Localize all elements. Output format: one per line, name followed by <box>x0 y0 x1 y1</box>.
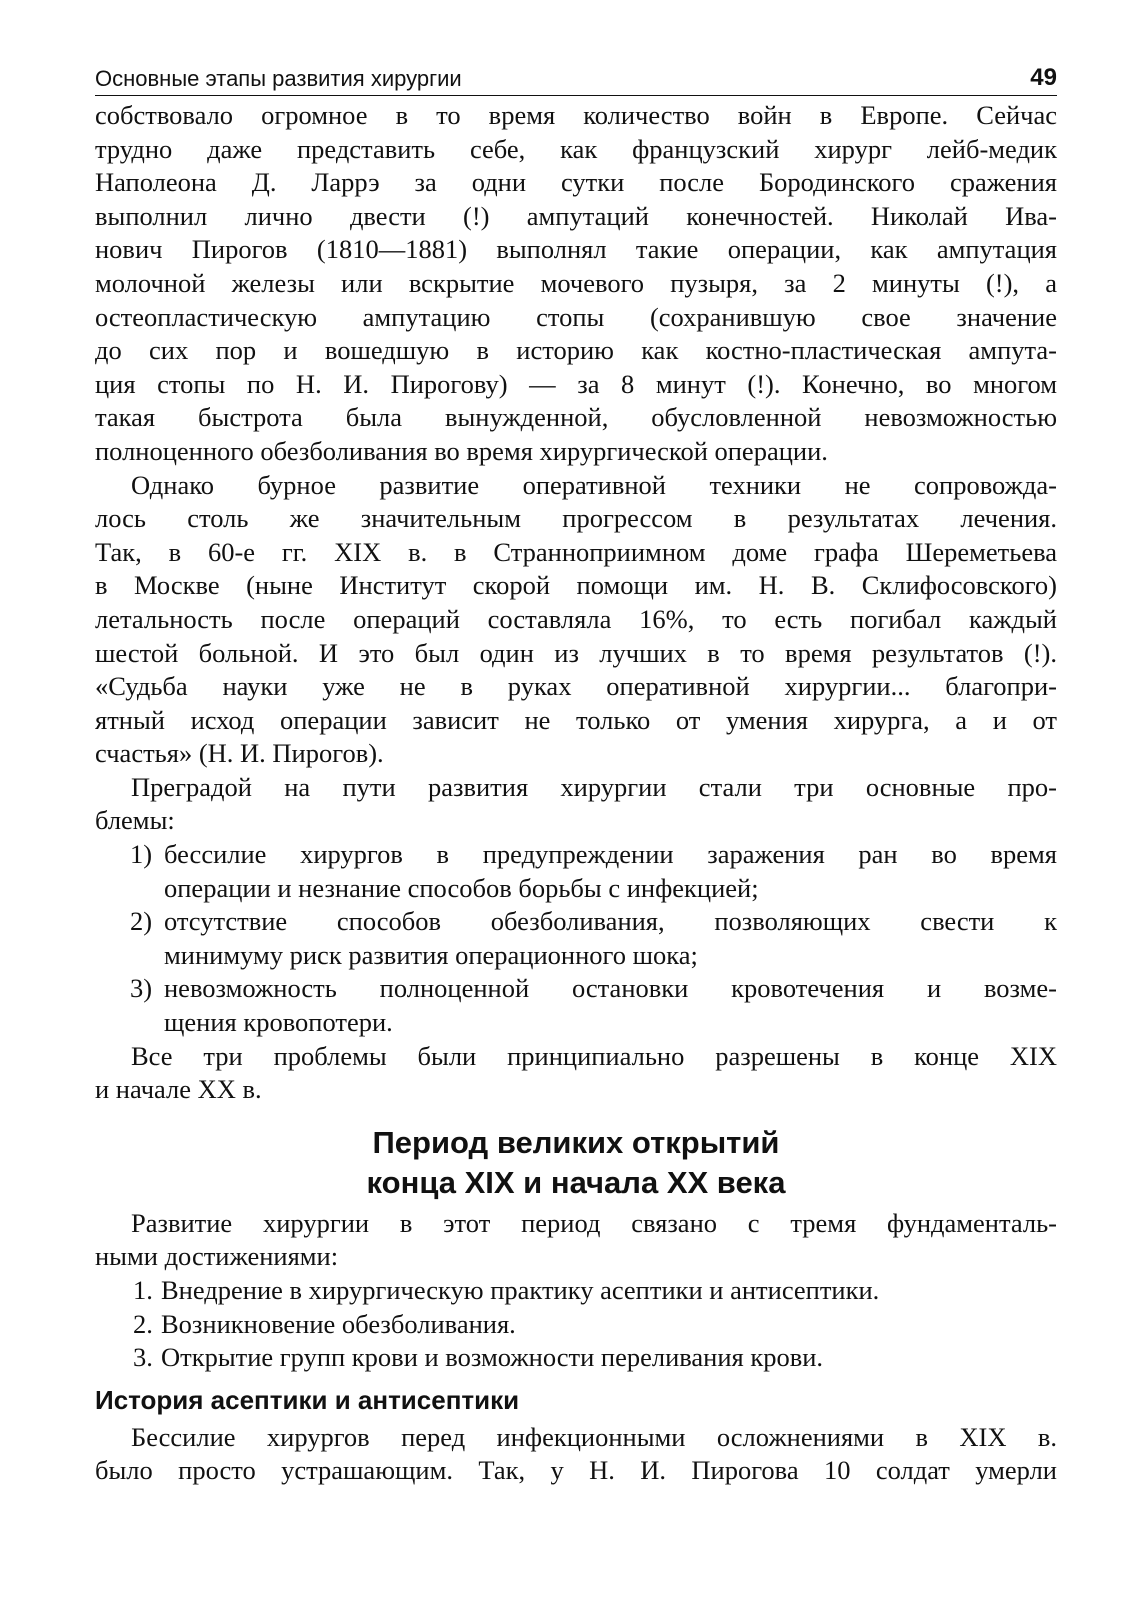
text-line: трудно даже представить себе, как французский хирург лейб-медик <box>95 133 1057 164</box>
text-line: счастья» (Н. И. Пирогов). <box>95 738 384 769</box>
text-line: Преградой на пути развития хирургии стали три основные про- <box>131 771 1057 802</box>
paragraph-3 <box>95 771 1057 838</box>
list-number: 2) <box>130 906 153 937</box>
text-line: полноценного обезболивания во время хирургической операции. <box>95 435 828 466</box>
list-number: 2. <box>133 1308 153 1339</box>
list-item <box>95 905 1057 972</box>
body-text <box>95 99 1057 1488</box>
text-line: летальность после операций составляла 16%, то есть погибал каждый <box>95 603 1057 634</box>
achievements-list <box>95 1274 1057 1375</box>
text-line: Так, в 60-е гг. XIX в. в Странноприимном доме графа Шереметьева <box>95 536 1057 567</box>
paragraph-1 <box>95 99 1057 469</box>
section-title-line: конца XIX и начала XX века <box>366 1164 786 1200</box>
paragraph-2 <box>95 469 1057 771</box>
list-item <box>95 1341 1057 1375</box>
text-line: Бессилие хирургов перед инфекционными осложнениями в XIX в. <box>131 1421 1057 1452</box>
text-line: блемы: <box>95 805 175 836</box>
text-line: шестой больной. И это был один из лучших в то время результатов (!). <box>95 637 1057 668</box>
list-number: 3. <box>133 1342 153 1373</box>
text-line: лось столь же значительным прогрессом в результатах лечения. <box>95 503 1057 534</box>
subsection-title: История асептики и антисептики <box>95 1384 520 1415</box>
section-title-line: Период великих открытий <box>372 1124 780 1160</box>
text-line: Развитие хирургии в этот период связано с тремя фундаменталь- <box>131 1207 1057 1238</box>
list-text-line: минимуму риск развития операционного шока; <box>164 939 698 970</box>
list-item <box>95 838 1057 905</box>
list-text-line: невозможность полноценной остановки кровотечения и возме- <box>164 973 1057 1004</box>
list-text: Внедрение в хирургическую практику асептики и антисептики. <box>161 1275 880 1305</box>
text-line: в Москве (ныне Институт скорой помощи им. Н. В. Склифосовского) <box>95 570 1057 601</box>
text-line: Наполеона Д. Ларрэ за одни сутки после Бородинского сражения <box>95 167 1057 198</box>
text-line: такая быстрота была вынужденной, обусловленной невозможностью <box>95 402 1057 433</box>
running-title: Основные этапы развития хирургии <box>95 66 462 91</box>
text-line: и начале XX в. <box>95 1074 262 1105</box>
list-number: 1) <box>130 839 153 870</box>
list-text: Возникновение обезболивания. <box>161 1308 516 1339</box>
paragraph-5 <box>95 1207 1057 1274</box>
text-line: собствовало огромное в то время количество войн в Европе. Сейчас <box>95 100 1057 130</box>
paragraph-6 <box>95 1421 1057 1488</box>
text-line: молочной железы или вскрытие мочевого пузыря, за 2 минуты (!), а <box>95 267 1057 298</box>
list-text-line: щения кровопотери. <box>164 1007 393 1038</box>
problems-list <box>95 838 1057 1040</box>
list-item <box>95 1308 1057 1342</box>
text-line: «Судьба науки уже не в руках оперативной хирургии... благопри- <box>95 671 1057 702</box>
list-number: 3) <box>130 973 153 1004</box>
text-line: Все три проблемы были принципиально разрешены в конце XIX <box>131 1040 1057 1071</box>
text-line: остеопластическую ампутацию стопы (сохранившую свое значение <box>95 301 1057 332</box>
list-text-line: отсутствие способов обезболивания, позволяющих свести к <box>164 906 1057 937</box>
list-text-line: бессилие хирургов в предупреждении заражения ран во время <box>164 839 1057 870</box>
text-line: было просто устрашающим. Так, у Н. И. Пирогова 10 солдат умерли <box>95 1455 1057 1486</box>
page-number: 49 <box>1030 64 1057 91</box>
text-line: до сих пор и вошедшую в историю как костно-пластическая ампута- <box>95 335 1057 366</box>
section-title <box>95 1123 1057 1203</box>
text-line: ятный исход операции зависит не только от умения хирурга, а и от <box>95 704 1057 735</box>
paragraph-4 <box>95 1040 1057 1107</box>
list-text: Открытие групп крови и возможности переливания крови. <box>161 1342 824 1373</box>
list-item <box>95 1274 1057 1308</box>
list-text-line: операции и незнание способов борьбы с инфекцией; <box>164 872 759 903</box>
text-line: выполнил лично двести (!) ампутаций конечностей. Николай Ива- <box>95 200 1057 231</box>
text-line: нович Пирогов (1810—1881) выполнял такие операции, как ампутация <box>95 234 1057 265</box>
list-item <box>95 972 1057 1039</box>
text-line: ными достижениями: <box>95 1241 339 1272</box>
text-line: Однако бурное развитие оперативной техники не сопровожда- <box>131 469 1057 500</box>
book-page <box>95 58 1057 1488</box>
running-header <box>95 58 1057 96</box>
text-line: ция стопы по Н. И. Пирогову) — за 8 минут (!). Конечно, во многом <box>95 368 1057 399</box>
list-number: 1. <box>133 1275 153 1305</box>
